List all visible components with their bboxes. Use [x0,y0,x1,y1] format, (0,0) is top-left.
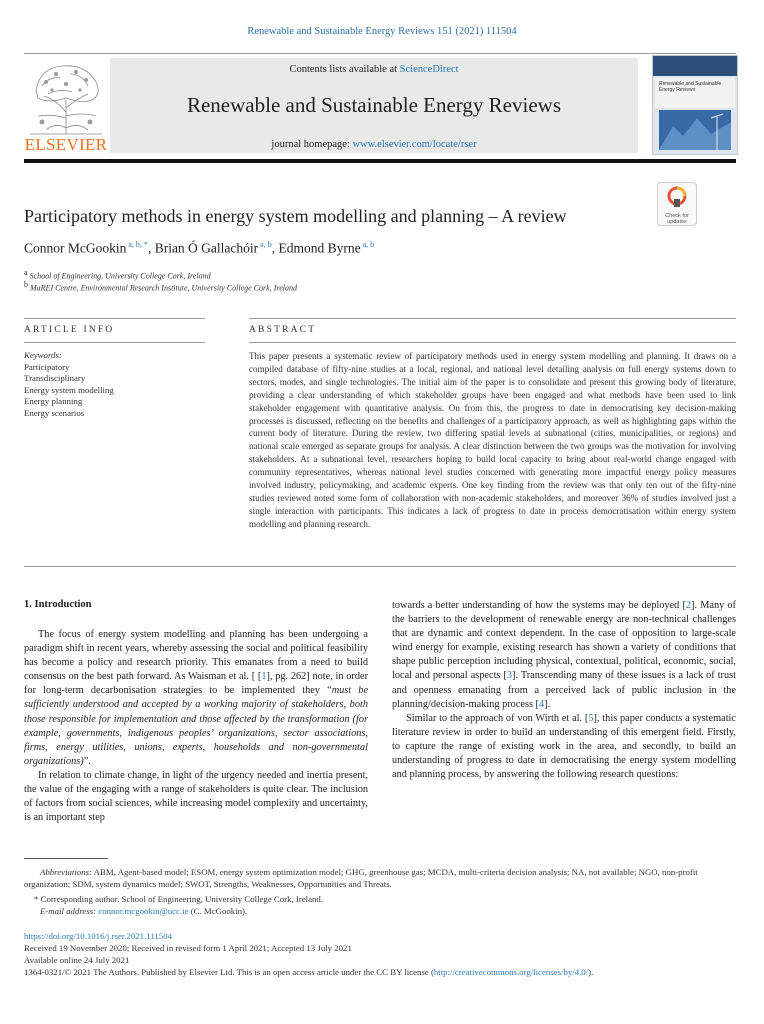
paragraph: The focus of energy system modelling and planning has been undergoing a paradigm shift in recent years, whereby assessing the social and political feasibility has become a policy and research priority. This emanates from a need to build consensus on the best path forward. As Waisman et al. [ [1], pg. 262] note, in order for long-term decarbonisation strategies to be implemented they “must be sufficiently understood and accepted by a working majority of stakeholders, both those responsible for implementation and those affected by the transformation (for example, governments, indigenous peoples’ organizations, sector associations, firms, energy utilities, unions, experts, households and non-governmental organizations)”. [24,629,369,767]
contents-prefix: Contents lists available at [289,64,400,75]
intro-left-column [24,628,368,825]
affiliation [24,280,297,293]
author-list: Connor McGookin $^{a, b, *}$, Brian Ó Gallachóir $^{a, b}$, Edmond Byrne $^{a, b}$ [24,240,375,256]
keyword-item: Participatory [24,361,70,372]
header-divider [24,53,736,54]
keyword-item: Energy planning [24,396,83,406]
received-line: Received 19 November 2020; Received in revised form 1 April 2021; Accepted 13 July 2021 [24,943,352,953]
paragraph: towards a better understanding of how the systems may be deployed [2]. Many of the barriers to the development of renewable energy are non-technical challenges that are dynamic and context dependent. In the case of opposition to large-scale wind energy for example, existing research has shown a variety of conditions that shape public perception including physical, contextual, political, economic, social, local and personal aspects [3]. Transcending many of these issues is a lack of trust and openness emanating from a perceived lack of public inclusion in the planning/decision-making process [4]. [392,600,736,710]
available-line: Available online 24 July 2021 [24,955,130,965]
running-head: Renewable and Sustainable Energy Reviews 151 (2021) 111504 [247,26,517,37]
check-updates-label: Check for updates [665,213,689,225]
contents-line [110,64,638,75]
abstract-top-rule [249,318,736,319]
author-affiliation-marks[interactable]: a, b, * [128,240,148,249]
keyword-item: Energy system modelling [24,384,114,395]
elsevier-tree-logo [26,60,106,136]
affiliation-mark: a [24,268,28,277]
email-link[interactable]: connor.mcgookin@ucc.ie [98,906,189,916]
affiliation-text: MaREI Centre, Environmental Research Institute, University College Cork, Ireland [30,283,297,293]
abstract-sub-rule [249,342,736,343]
author-name[interactable]: Edmond Byrne [278,240,361,256]
footnote-rule [24,858,108,859]
abbreviations-label: Abbreviations: [40,867,92,877]
check-updates-icon [667,186,687,208]
citation-link[interactable]: 1 [261,671,267,683]
affiliation-mark: b [24,280,28,289]
citation-link[interactable]: 5 [588,712,594,724]
journal-homepage [110,139,638,150]
license-line: 1364-0321/© 2021 The Authors. Published by Elsevier Ltd. This is an open access article under the CC BY license (http://creativecommons.org/licenses/by/4.0/). [24,967,594,977]
abstract-heading: ABSTRACT [249,325,317,335]
email-label: E-mail address: [40,906,97,916]
email-footnote: E-mail address: connor.mcgookin@ucc.ie (C. McGookin). [40,906,248,916]
author-name[interactable]: Connor McGookin [24,240,127,256]
publisher-wordmark: ELSEVIER [24,135,108,154]
homepage-prefix: journal homepage: [271,139,353,150]
intro-right-column [392,599,736,782]
doi-line [24,930,736,942]
journal-title: Renewable and Sustainable Energy Reviews [186,93,561,117]
cover-title: Renewable and Sustainable Energy Reviews [659,81,722,93]
keyword-item: Transdisciplinary [24,373,86,383]
quote-text: must be sufficiently understood and accepted by a working majority of stakeholders, both those responsible for implementation and those affected by the transformation (for example, governments, indigenous peoples’ organizations, sector associations, firms, energy utilities, unions, experts, households and non-governmental organizations) [24,685,369,767]
article-info-top-rule [24,318,205,319]
article-info-heading: ARTICLE INFO [24,325,115,335]
article-title: Participatory methods in energy system modelling and planning – A review [24,206,567,226]
citation-link[interactable]: 2 [685,600,692,611]
article-info-sub-rule [24,342,205,343]
keywords-label: Keywords: [24,350,62,360]
abstract-text: This paper presents a systematic review of participatory methods used in energy system modelling and planning. It draws on a compiled database of fifty-nine studies at a local, regional, and national level detailing analysis on full energy systems down to sectors, modes, and single technologies. The initial aim of the paper is to consolidate and present this growing body of literature, providing a clear understanding of which stakeholder groups have been engaged and what methods have been used to link stakeholder engagement with quantitative analysis. On from this, the progress to date in democratising key decision-making processes is discussed, reflecting on the benefits and challenges of a participatory approach, as well as highlighting gaps within the current body of literature. During the review, two differing spatial levels at subnational (cities, municipalities, or regions) and national scale emerged as separate groups for analysis. A clear distinction between the two groups was the motivation for involving stakeholders. At a subnational level, researchers hoping to build local capacity to bring about real-world change engaged with community representatives, whereas national level studies concerned with generating more impactful energy policy measures involved industry, policymaking, and academic experts. One key finding from the review was that only ten out of the fifty-nine studies reviewed noted some form of collaboration with non-academic stakeholders, and moreover 36% of studies involved just a single interaction with participants. This indicates a lack of progress to date in process democratisation within energy system modelling and planning research. [249,351,736,529]
check-for-updates-button[interactable] [657,182,697,226]
paragraph: In relation to climate change, in light of the urgency needed and inertia present, the value of the engaging with a range of stakeholders is quite clear. The inclusion of factors from social sciences, while increasing model complexity and uncertainty, is an important step [24,769,368,824]
homepage-link[interactable]: www.elsevier.com/locate/rser [352,139,477,150]
abstract-bottom-rule [24,566,736,567]
citation-link[interactable]: 4 [538,698,545,710]
author-name[interactable]: Brian Ó Gallachóir [154,240,259,256]
abbreviations-footnote: Abbreviations: ABM, Agent-based model; ESOM, energy system optimization model; GHG, greenhouse gas; MCDA, multi-criteria decision analysis; NA, not available; NGO, non-profit organization; SDM, system dynamics model; SWOT, Strengths, Weaknesses, Opportunities and Threats. [24,867,698,890]
paragraph: Similar to the approach of von Wirth et al. [5], this paper conducts a systematic literature review in order to build an understanding of this emergent field. Firstly, to capture the range of existing work in the area, and secondly, to build an understanding of progress to date in democratising the energy system modelling and planning process, by answering the following research questions: [392,712,736,781]
affiliation-text: School of Engineering, University College Cork, Ireland [29,271,211,281]
license-link[interactable]: http://creativecommons.org/licenses/by/4.0/ [433,967,589,977]
author-affiliation-marks[interactable]: a, b [260,240,272,249]
sciencedirect-link[interactable]: ScienceDirect [399,64,459,75]
doi-link[interactable]: https://doi.org/10.1016/j.rser.2021.111504 [24,931,173,941]
corresponding-footnote: * Corresponding author. School of Engineering, University College Cork, Ireland. [34,894,324,904]
keyword-item: Energy scenarios [24,407,85,418]
affiliation [24,268,211,281]
citation-link[interactable]: 3 [506,670,513,682]
masthead-bottom-rule [24,159,736,163]
author-affiliation-marks[interactable]: a, b [362,240,375,249]
section-heading: 1. Introduction [24,599,92,610]
journal-cover-image [652,55,738,155]
